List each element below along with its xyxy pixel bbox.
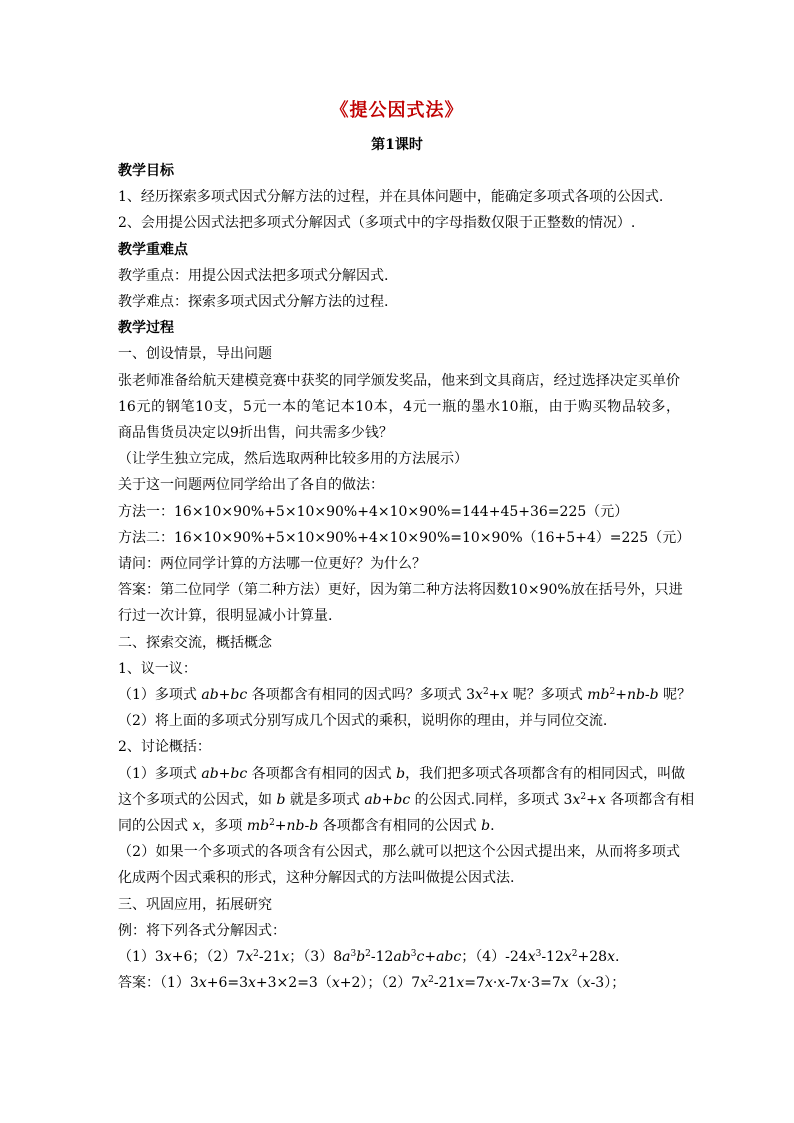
paragraph-line: （1）多项式 ab+bc 各项都含有相同的因式吗？多项式 $3x^2+x$ 呢？多项式 $mb^2+nb-b$ 呢？ (118, 687, 692, 704)
paragraph-line: 答案：（1）3x+6=3x+3×2=3（x+2）；$(2)7x^2-21x=7x\cdot x-7x\cdot 3=7x(x-3)$； (118, 975, 626, 992)
paragraph-line: 教学难点：探索多项式因式分解方法的过程. (118, 294, 389, 311)
paragraph-line: 方法一：16×10×90%+5×10×90%+4×10×90%=144+45+36=225（元） (118, 503, 629, 520)
paragraph-line: 16元的钢笔10支，5元一本的笔记本10本，4元一瓶的墨水10瓶，由于购买物品较多， (118, 398, 680, 415)
paragraph-line: 关于这一问题两位同学给出了各自的做法： (118, 477, 384, 494)
paragraph-line: 答案：第二位同学（第二种方法）更好，因为第二种方法将因数10×90%放在括号外，只进 (118, 582, 683, 599)
paragraph-line: 张老师准备给航天建模竞赛中获奖的同学颁发奖品，他来到文具商店，经过选择决定买单价 (118, 372, 680, 389)
paragraph-line: 这个多项式的公因式，如 b 就是多项式 ab+bc 的公因式.同样，多项式 $3x^2+x$ 各项都含有相 (118, 791, 695, 808)
paragraph-line: 三、巩固应用，拓展研究 (118, 896, 272, 913)
paragraph-line: （让学生独立完成，然后选取两种比较多用的方法展示） (118, 451, 468, 468)
paragraph-line: 一、创设情景，导出问题 (118, 346, 272, 363)
paragraph-line: 1、议一议： (118, 660, 197, 677)
paragraph-line: 教学重点：用提公因式法把多项式分解因式. (118, 267, 389, 284)
paragraph-line: 2、会用提公因式法把多项式分解因式（多项式中的字母指数仅限于正整数的情况）. (118, 215, 636, 232)
document-subtitle: 第1课时 (371, 137, 423, 153)
section-heading: 教学过程 (118, 320, 174, 337)
section-heading: 教学重难点 (118, 241, 188, 258)
paragraph-line: 1、经历探索多项式因式分解方法的过程，并在具体问题中，能确定多项式各项的公因式. (118, 189, 664, 206)
paragraph-line: 例：将下列各式分解因式： (118, 922, 286, 939)
paragraph-line: （1）多项式 ab+bc 各项都含有相同的因式 b，我们把多项式各项都含有的相同因式，叫做 (118, 765, 686, 782)
paragraph-line: 化成两个因式乘积的形式，这种分解因式的方法叫做提公因式法. (118, 870, 515, 887)
paragraph-line: 同的公因式 x，多项 $mb^2+nb-b$ 各项都含有相同的公因式 b. (118, 818, 495, 835)
paragraph-line: 方法二：16×10×90%+5×10×90%+4×10×90%=10×90%（16+5+4）=225（元） (118, 529, 691, 546)
document-body (118, 158, 695, 997)
paragraph-line: 行过一次计算，很明显减小计算量. (118, 608, 333, 625)
paragraph-line: （2）如果一个多项式的各项含有公因式，那么就可以把这个公因式提出来，从而将多项式 (118, 844, 680, 861)
paragraph-line: 请问：两位同学计算的方法哪一位更好？为什么？ (118, 556, 426, 573)
paragraph-line: 二、探索交流，概括概念 (118, 634, 272, 651)
document-title: 《提公因式法》 (330, 100, 464, 121)
paragraph-line: （1）3x+6；$(2)7x^2-21x$；$(3)8a^3b^2-12ab^3c+abc$；$(4)-24x^3-12x^2+28x$. (118, 949, 620, 966)
section-heading: 教学目标 (118, 163, 174, 179)
paragraph-line: 商品售货员决定以9折出售，问共需多少钱？ (118, 425, 393, 442)
paragraph-line: 2、讨论概括： (118, 739, 211, 756)
paragraph-line: （2）将上面的多项式分别写成几个因式的乘积，说明你的理由，并与同位交流. (118, 713, 608, 730)
